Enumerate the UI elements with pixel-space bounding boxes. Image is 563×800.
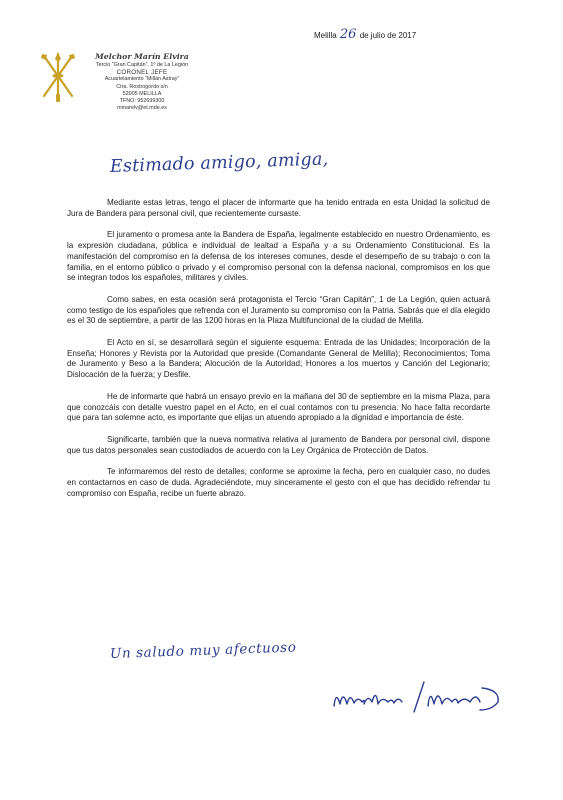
letter-body [67, 198, 490, 510]
body-paragraph-7: Te informaremos del resto de detalles, conforme se aproxime la fecha, pero en cualquier caso, no dudes en contactarnos en caso de duda. Agradeciéndote, muy sinceramente el gesto con el que has decidido refrendar tu compromiso con España, recibe un fuerte abrazo. [67, 467, 490, 498]
closing-handwritten: Un saludo muy afectuoso [109, 639, 297, 662]
body-paragraph-6: Significarte, también que la nueva normativa relativa al juramento de Bandera por personal civil, dispone que tus datos personales sean custodiados de acuerdo con la Ley Orgánica de Protección de Datos. [67, 434, 490, 455]
sender-unit: Tercio “Gran Capitán”, 1º de La Legión [95, 62, 189, 68]
body-paragraph-4: El Acto en sí, se desarrollará según el siguiente esquema: Entrada de las Unidades; Incorporación de la Enseña; Honores y Revista por la Autoridad que preside (Comandante General de Melilla); Reconocimientos; Toma de Juramento y Beso a la Bandera; Alocución de la Autoridad; Honores a los muertos y Canción del Legionario; Dislocación de la fuerza; y Desfile. [67, 338, 490, 380]
letterhead [82, 52, 202, 112]
dateline [314, 27, 434, 42]
body-paragraph-2: El juramento o promesa ante la Bandera de España, legalmente establecido en nuestro Ordenamiento, es la expresión ciudadana, pública e individual de lealtad a España y a su Ordenamiento Constitucional. Es la manifestación del compromiso en la defensa de los intereses comunes, desde el desempeño de su trabajo o con la familia, en el entorno público o privado y el compromiso personal con la defensa nacional, compromisos en los que se integran todos los españoles, militares y civiles. [67, 230, 490, 283]
sender-phone: TFNO: 952699300 [119, 98, 165, 105]
date-month-year: de julio de 2017 [359, 31, 417, 40]
date-day-handwritten: 26 [339, 27, 357, 42]
handwritten-signature [330, 676, 510, 716]
sender-email: mmarelv@et.mde.es [117, 105, 167, 112]
sender-city: 52005 MELILLA [122, 90, 162, 97]
sender-rank: CORONEL JEFE [116, 69, 168, 77]
body-paragraph-5: He de informarte que habrá un ensayo previo en la mañana del 30 de septiembre en la misma Plaza, para que conozcáis con detalle vuestro papel en el Acto, en el cual contamos con tu presencia. No hace falta recordarte que para tan solemne acto, es importante que elijas un atuendo apropiado a la dignidad e importancia de éste. [67, 391, 490, 423]
sender-name: Melchor Marín Elvira [95, 52, 189, 61]
body-paragraph-3: Como sabes, en esta ocasión será protagonista el Tercio “Gran Capitán”, 1 de La Legión, quien actuará como testigo de los españoles que refrenda con el Juramento su compromiso con la Patria. Sabrás que el día elegido es el 30 de septiembre, a partir de las 1200 horas en la Plaza Multifuncional de la ciudad de Melilla. [67, 294, 490, 326]
legion-emblem-icon [36, 50, 80, 104]
sender-address-line-1: Acuartelamiento “Millán Astray” [104, 76, 180, 83]
date-city: Melilla [314, 31, 337, 40]
sender-address-line-2: Ctra. Rostrogordo s/n [116, 83, 168, 90]
salutation: Estimado amigo, amiga, [109, 149, 329, 177]
body-paragraph-1: Mediante estas letras, tengo el placer de informarte que ha tenido entrada en esta Unidad la solicitud de Jura de Bandera para personal civil, que recientemente cursaste. [67, 198, 490, 218]
